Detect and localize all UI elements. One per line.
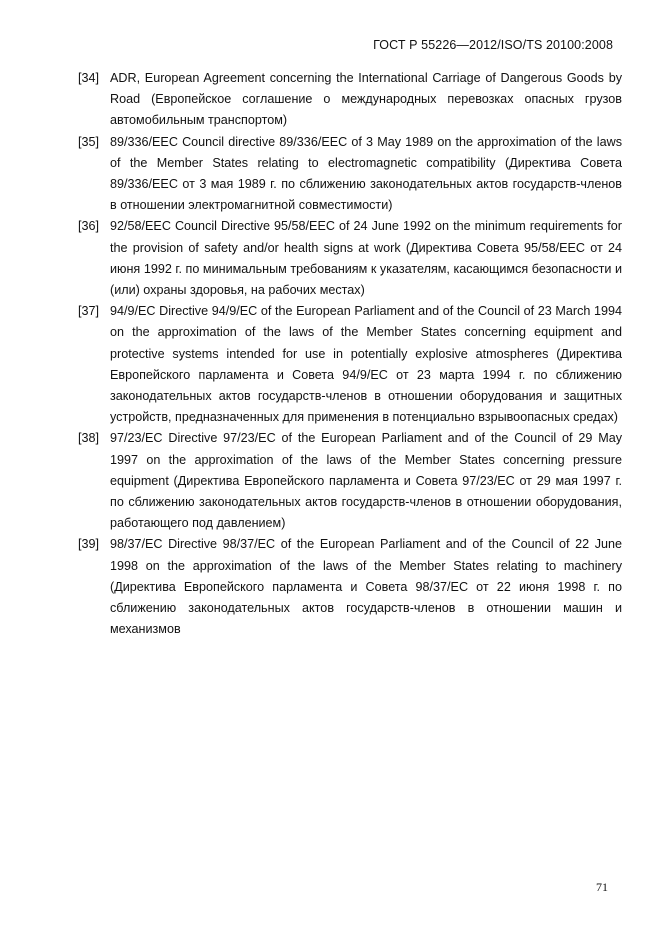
reference-number: [38] [78,431,100,446]
reference-number: [37] [78,304,100,319]
reference-item-37 [78,301,622,428]
reference-list [78,68,622,640]
reference-text: 94/9/EC Directive 94/9/EC of the European Parliament and of the Council of 23 March 1994 on the approximation of the laws of the Member States concerning equipment and protective systems intended for use in potentially explosive atmospheres (Директива Европейского парламента и Совета 94/9/EC от 23 марта 1994 г. по сближению законодательных актов государств-членов в отношении оборудования и защитных устройств, предназначенных для применения в потенциально взрывоопасных средах) [110,304,622,425]
reference-text: 89/336/EEC Council directive 89/336/EEC of 3 May 1989 on the approximation of the laws of the Member States relating to electromagnetic compatibility (Директива Совета 89/336/EEC от 3 мая 1989 г. по сближению законодательных актов государств-членов в отношении электромагнитной совместимости) [110,134,622,213]
reference-text: ADR, European Agreement concerning the International Carriage of Dangerous Goods by Road (Европейское соглашение о международных перевозках опасных грузов автомобильным транспортом) [110,71,622,128]
page-number: 71 [596,880,608,894]
reference-item-34 [78,68,622,132]
reference-text: 97/23/EC Directive 97/23/EC of the European Parliament and of the Council of 29 May 1997 on the approximation of the laws of the Member States concerning pressure equipment (Директива Европейского парламента и Совета 97/23/EC от 29 мая 1997 г. по сближению законодательных актов государств-членов в отношении оборудования, работающего под давлением) [110,431,622,531]
reference-item-39 [78,534,622,640]
reference-text: 98/37/EC Directive 98/37/EC of the European Parliament and of the Council of 22 June 1998 on the approximation of the laws of the Member States relating to machinery (Директива Европейского парламента и Совета 98/37/EC от 22 июня 1998 г. по сближению законодательных актов государств-членов в отношении машин и механизмов [110,537,622,637]
reference-item-35 [78,132,622,217]
reference-item-38 [78,428,622,534]
reference-number: [34] [78,71,100,85]
reference-number: [36] [78,219,100,234]
reference-number: [39] [78,537,100,552]
reference-number: [35] [78,134,100,149]
document-header: ГОСТ Р 55226—2012/ISO/TS 20100:2008 [373,38,613,52]
reference-text: 92/58/EEC Council Directive 95/58/EEC of 24 June 1992 on the minimum requirements for the provision of safety and/or health signs at work (Директива Совета 95/58/EEC от 24 июня 1992 г. по минимальным требованиям к указателям, касающимся безопасности и (или) охраны здоровья, на рабочих местах) [110,219,622,298]
reference-item-36 [78,216,622,301]
